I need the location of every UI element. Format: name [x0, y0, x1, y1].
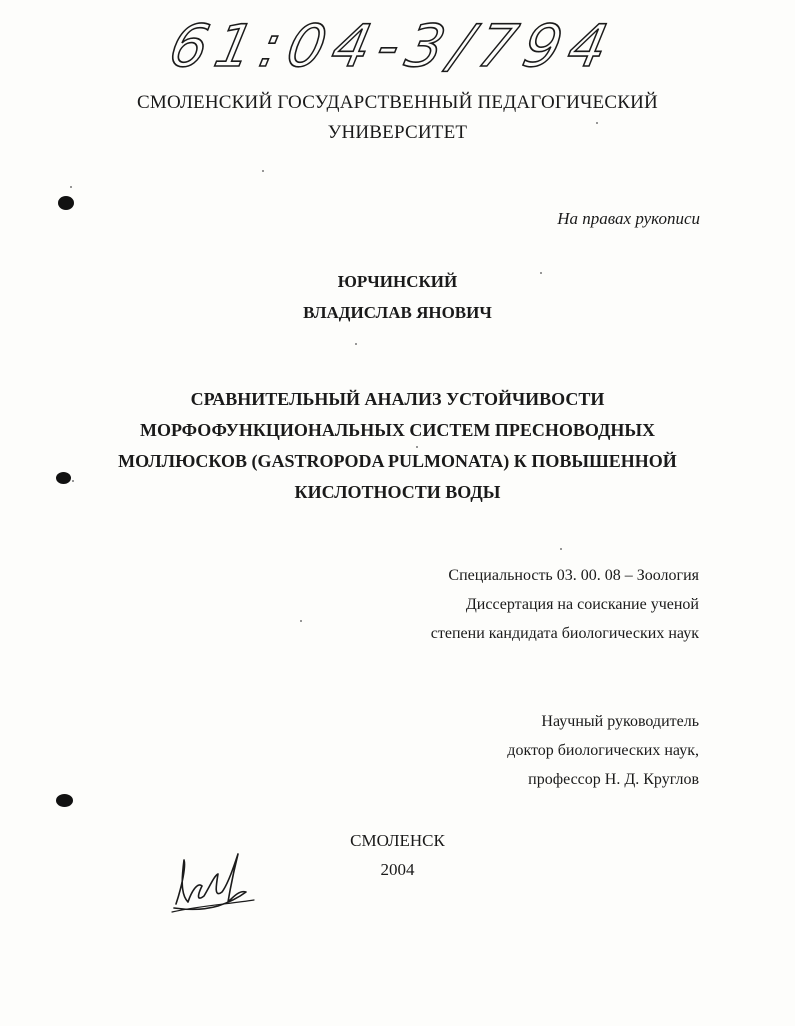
author-surname: ЮРЧИНСКИЙ — [337, 272, 458, 291]
advisor-line-3: профессор Н. Д. Круглов — [528, 771, 699, 788]
title-line-4: КИСЛОТНОСТИ ВОДЫ — [294, 482, 501, 502]
specialty-block — [431, 561, 699, 648]
archive-code-text: 61:04-3/794 — [163, 12, 622, 80]
author-name — [0, 266, 795, 328]
ink-blot-1 — [58, 196, 74, 210]
speck — [540, 272, 542, 274]
place-and-year — [0, 826, 795, 884]
ink-blot-3 — [56, 794, 73, 807]
speck — [72, 480, 74, 482]
advisor-block — [507, 707, 699, 794]
dissertation-title — [0, 384, 795, 508]
ink-blot-2 — [56, 472, 71, 484]
institution-line-2: УНИВЕРСИТЕТ — [327, 122, 468, 143]
institution-line-1: СМОЛЕНСКИЙ ГОСУДАРСТВЕННЫЙ ПЕДАГОГИЧЕСКИЙ — [137, 92, 658, 113]
title-line-2: МОРФОФУНКЦИОНАЛЬНЫХ СИСТЕМ ПРЕСНОВОДНЫХ — [139, 420, 656, 440]
specialty-line-2: Диссертация на соискание ученой — [465, 596, 699, 613]
city: СМОЛЕНСК — [350, 831, 445, 850]
speck — [596, 122, 598, 124]
speck — [262, 170, 264, 172]
specialty-line-1: Специальность 03. 00. 08 – Зоология — [448, 567, 699, 584]
signature-scribble — [168, 846, 258, 916]
specialty-line-3: степени кандидата биологических наук — [430, 625, 699, 642]
archive-code-handwritten — [163, 4, 622, 84]
author-given-names: ВЛАДИСЛАВ ЯНОВИЧ — [303, 303, 492, 322]
year: 2004 — [380, 860, 415, 879]
institution-name — [0, 88, 795, 148]
title-line-3: МОЛЛЮСКОВ (GASTROPODA PULMONATA) К ПОВЫШЕННОЙ — [118, 451, 677, 471]
advisor-line-2: доктор биологических наук, — [507, 742, 699, 759]
title-line-1: СРАВНИТЕЛЬНЫЙ АНАЛИЗ УСТОЙЧИВОСТИ — [190, 389, 605, 409]
speck — [560, 548, 562, 550]
advisor-line-1: Научный руководитель — [541, 713, 699, 730]
speck — [416, 446, 418, 448]
speck — [300, 620, 302, 622]
speck — [355, 343, 357, 345]
rights-note: На правах рукописи — [557, 209, 700, 228]
speck — [70, 186, 72, 188]
